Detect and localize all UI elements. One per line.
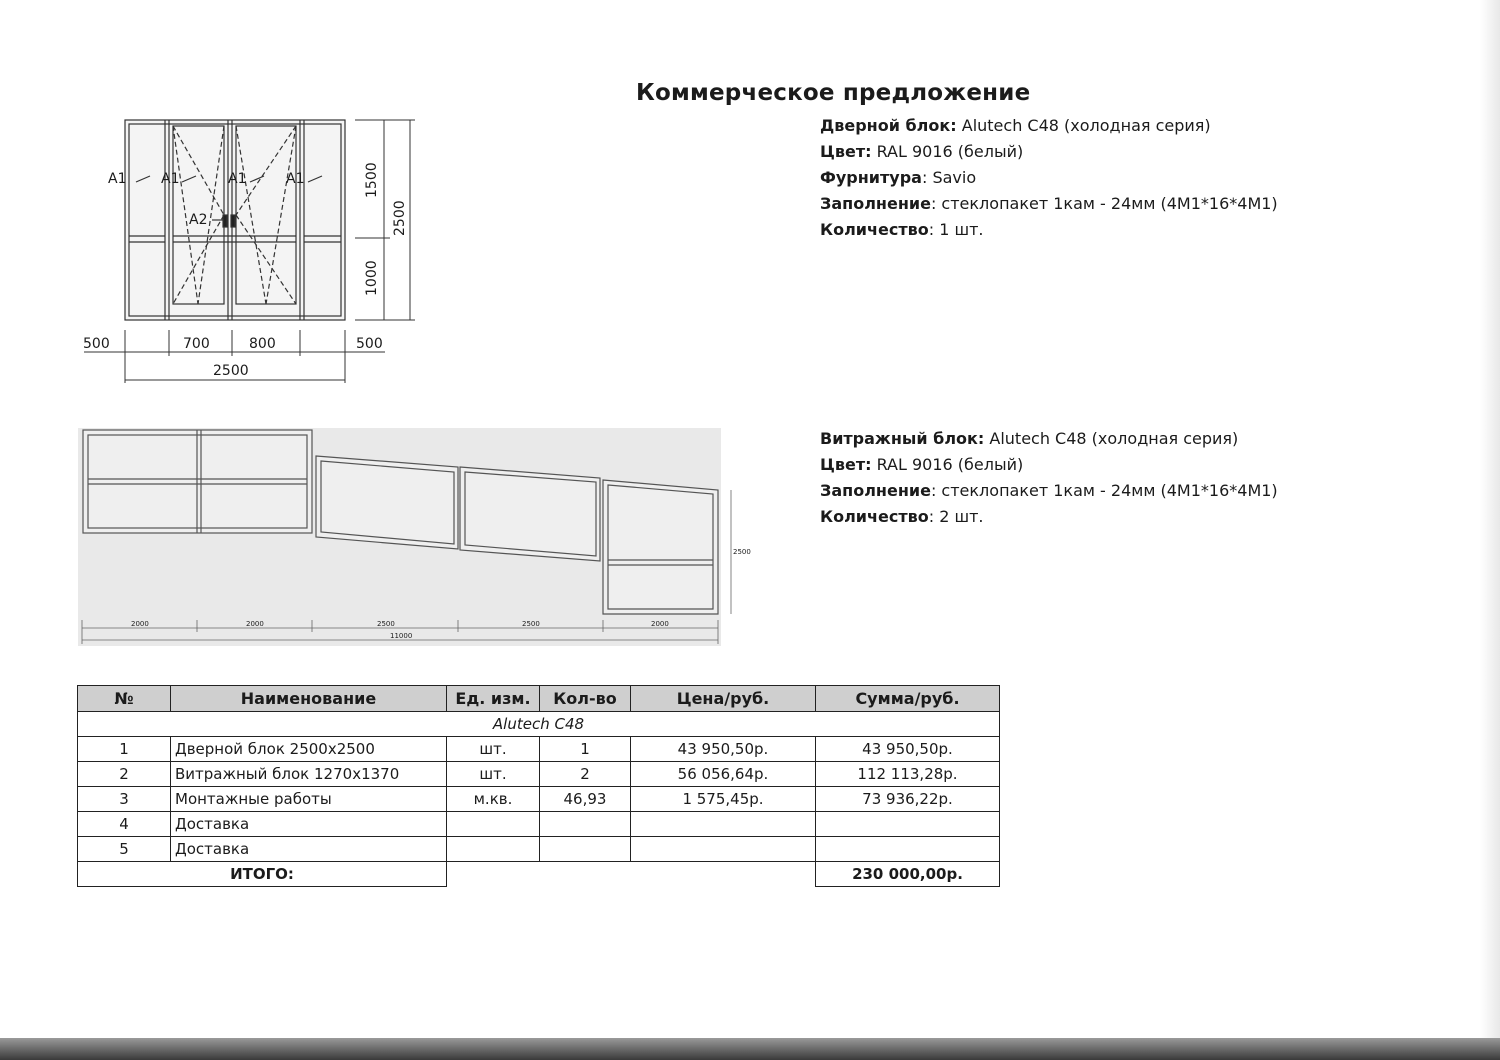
- table-row: [78, 812, 1000, 837]
- vitrage-dim-segment: 2000: [246, 620, 264, 628]
- cell-unit: [447, 837, 540, 862]
- vitrage-spec-row: [820, 504, 1278, 530]
- door-spec-row: [820, 217, 1278, 243]
- door-spec-row: [820, 139, 1278, 165]
- vitrage-spec-row: [820, 478, 1278, 504]
- total-value: 230 000,00р.: [816, 862, 1000, 887]
- spec-value: : 2 шт.: [928, 507, 984, 526]
- door-spec-row: [820, 165, 1278, 191]
- cell-num: 5: [78, 837, 171, 862]
- cell-num: 3: [78, 787, 171, 812]
- spec-label: Количество: [820, 507, 929, 526]
- cell-name: Витражный блок 1270х1370: [171, 762, 447, 787]
- spec-value: RAL 9016 (белый): [871, 142, 1024, 161]
- vitrage-block-drawing: [78, 428, 751, 648]
- cell-name: Доставка: [171, 812, 447, 837]
- dim-width: 700: [183, 336, 210, 352]
- page-title: Коммерческое предложение: [636, 80, 1031, 106]
- spec-value: Alutech C48 (холодная серия): [956, 116, 1211, 135]
- table-group-row: [78, 712, 1000, 737]
- spec-value: : 1 шт.: [928, 220, 984, 239]
- scan-bottom-edge: [0, 1038, 1500, 1060]
- sash-label: A1: [286, 171, 305, 187]
- table-row: [78, 762, 1000, 787]
- vitrage-dim-segment: 2500: [522, 620, 540, 628]
- cell-price: [631, 837, 816, 862]
- col-header-unit: Ед. изм.: [447, 686, 540, 712]
- cell-qty: 2: [540, 762, 631, 787]
- cell-price: 1 575,45р.: [631, 787, 816, 812]
- vitrage-dim-segment: 2500: [377, 620, 395, 628]
- scan-right-edge: [1480, 0, 1500, 1040]
- vitrage-dim-height: 2500: [733, 548, 751, 556]
- sash-label: A2: [189, 212, 208, 228]
- cell-qty: [540, 812, 631, 837]
- spec-value: : стеклопакет 1кам - 24мм (4М1*16*4М1): [930, 481, 1278, 500]
- cell-name: Доставка: [171, 837, 447, 862]
- cell-unit: шт.: [447, 737, 540, 762]
- table-row: [78, 737, 1000, 762]
- spec-label: Цвет:: [820, 142, 872, 161]
- cell-unit: м.кв.: [447, 787, 540, 812]
- door-block-drawing: [78, 112, 428, 384]
- vitrage-dim-segment: 2000: [131, 620, 149, 628]
- spec-label: Заполнение: [820, 481, 931, 500]
- cell-unit: шт.: [447, 762, 540, 787]
- cell-num: 4: [78, 812, 171, 837]
- spec-value: : Savio: [921, 168, 977, 187]
- vitrage-spec-row: [820, 452, 1278, 478]
- cell-num: 2: [78, 762, 171, 787]
- cell-qty: 46,93: [540, 787, 631, 812]
- cell-sum: 43 950,50р.: [816, 737, 1000, 762]
- vitrage-spec-row: [820, 426, 1278, 452]
- door-spec-row: [820, 191, 1278, 217]
- door-specs: [820, 113, 1278, 243]
- total-spacer: [447, 862, 816, 887]
- dim-height-top: 1500: [364, 162, 380, 198]
- cell-sum: [816, 812, 1000, 837]
- cell-price: 43 950,50р.: [631, 737, 816, 762]
- dim-width-total: 2500: [213, 363, 249, 379]
- table-row: [78, 787, 1000, 812]
- sash-label: A1: [108, 171, 127, 187]
- spec-label: Заполнение: [820, 194, 931, 213]
- sash-label: A1: [228, 171, 247, 187]
- col-header-sum: Сумма/руб.: [816, 686, 1000, 712]
- total-label: ИТОГО:: [78, 862, 447, 887]
- cell-price: [631, 812, 816, 837]
- cell-sum: 73 936,22р.: [816, 787, 1000, 812]
- col-header-qty: Кол-во: [540, 686, 631, 712]
- col-header-name: Наименование: [171, 686, 447, 712]
- vitrage-specs: [820, 426, 1278, 530]
- dim-width: 800: [249, 336, 276, 352]
- door-spec-row: [820, 113, 1278, 139]
- spec-label: Дверной блок:: [820, 116, 957, 135]
- cell-sum: 112 113,28р.: [816, 762, 1000, 787]
- group-title: Alutech C48: [78, 712, 1000, 737]
- cell-name: Дверной блок 2500х2500: [171, 737, 447, 762]
- cell-name: Монтажные работы: [171, 787, 447, 812]
- cell-num: 1: [78, 737, 171, 762]
- dim-height-total: 2500: [392, 200, 408, 236]
- spec-value: Alutech C48 (холодная серия): [984, 429, 1239, 448]
- dim-width: 500: [356, 336, 383, 352]
- col-header-price: Цена/руб.: [631, 686, 816, 712]
- spec-value: : стеклопакет 1кам - 24мм (4М1*16*4М1): [930, 194, 1278, 213]
- dim-width: 500: [83, 336, 110, 352]
- spec-label: Цвет:: [820, 455, 872, 474]
- table-total-row: [78, 862, 1000, 887]
- cell-qty: 1: [540, 737, 631, 762]
- table-row: [78, 837, 1000, 862]
- cell-price: 56 056,64р.: [631, 762, 816, 787]
- col-header-num: №: [78, 686, 171, 712]
- cell-unit: [447, 812, 540, 837]
- spec-value: RAL 9016 (белый): [871, 455, 1024, 474]
- quote-table: [77, 685, 1000, 887]
- spec-label: Фурнитура: [820, 168, 922, 187]
- dim-height-bottom: 1000: [364, 260, 380, 296]
- spec-label: Количество: [820, 220, 929, 239]
- vitrage-dim-segment: 2000: [651, 620, 669, 628]
- table-header-row: [78, 686, 1000, 712]
- vitrage-dim-total: 11000: [390, 632, 413, 640]
- cell-qty: [540, 837, 631, 862]
- cell-sum: [816, 837, 1000, 862]
- spec-label: Витражный блок:: [820, 429, 985, 448]
- sash-label: A1: [161, 171, 180, 187]
